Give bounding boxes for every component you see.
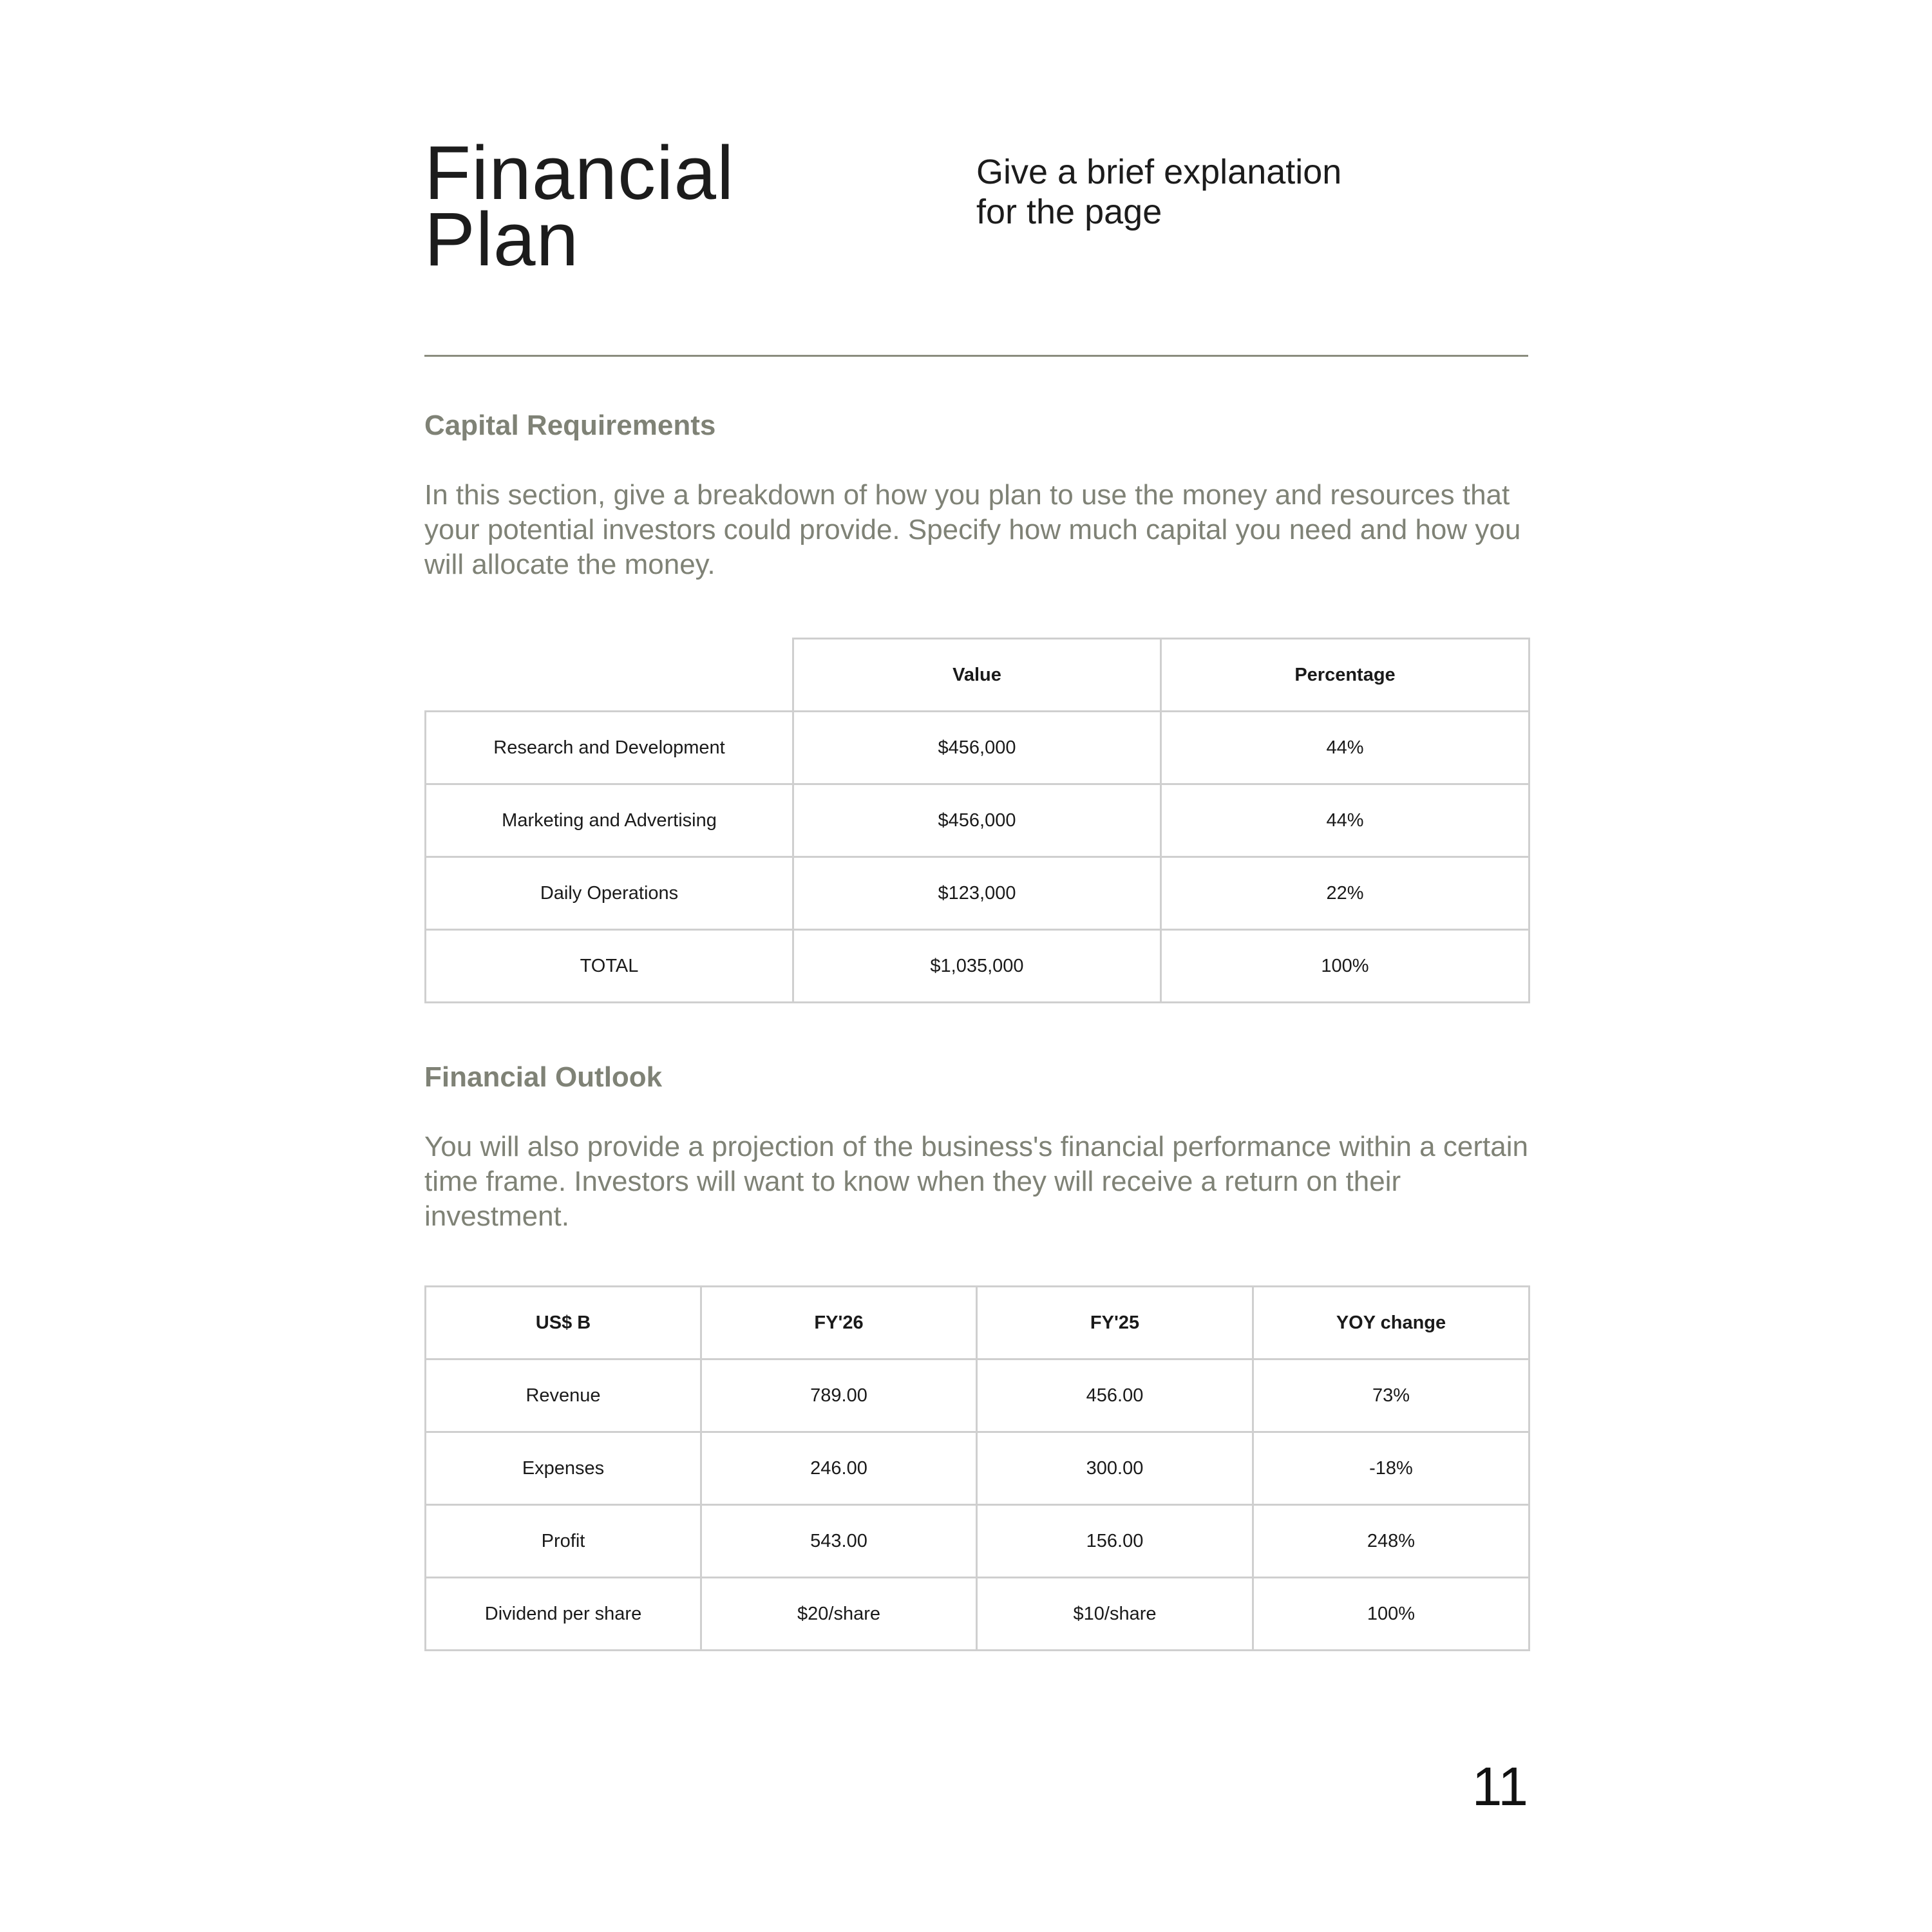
- capital-requirements-table: [424, 638, 1530, 1003]
- table-header-cell: YOY change: [1253, 1287, 1530, 1359]
- table-cell: 300.00: [977, 1432, 1253, 1505]
- table-cell: Marketing and Advertising: [426, 784, 793, 857]
- table-row: [426, 857, 1530, 930]
- table-cell: $456,000: [793, 784, 1161, 857]
- table-header-row: [426, 1287, 1530, 1359]
- page-subtitle: [976, 152, 1341, 232]
- table-cell: -18%: [1253, 1432, 1530, 1505]
- table-cell: Dividend per share: [426, 1578, 701, 1651]
- table-cell: 456.00: [977, 1359, 1253, 1432]
- header-divider: [424, 355, 1528, 357]
- table-cell: 44%: [1161, 784, 1530, 857]
- table-cell: 100%: [1161, 930, 1530, 1003]
- table-header-cell: FY'25: [977, 1287, 1253, 1359]
- capital-requirements-body: In this section, give a breakdown of how you plan to use the money and resources that your potential investors could provide. Specify how much capital you need and how you will allocate the money.: [424, 479, 1521, 580]
- page-title-line-1: Financial: [424, 131, 735, 216]
- table-cell: $123,000: [793, 857, 1161, 930]
- table-row: [426, 1505, 1530, 1578]
- table-header-cell: Percentage: [1161, 639, 1530, 712]
- table-row: [426, 712, 1530, 784]
- table-cell: $20/share: [701, 1578, 977, 1651]
- table-cell: 543.00: [701, 1505, 977, 1578]
- table-cell: 22%: [1161, 857, 1530, 930]
- table-cell: Expenses: [426, 1432, 701, 1505]
- table-cell: TOTAL: [426, 930, 793, 1003]
- table-cell: 44%: [1161, 712, 1530, 784]
- page-title-line-2: Plan: [424, 197, 580, 282]
- page-number: 11: [1472, 1756, 1528, 1817]
- table-header-cell: US$ B: [426, 1287, 701, 1359]
- table-cell: $10/share: [977, 1578, 1253, 1651]
- financial-outlook-body: You will also provide a projection of the business's financial performance within a certain time frame. Investors will want to know when they will receive a return on their investment.: [424, 1131, 1528, 1232]
- table-header-cell: Value: [793, 639, 1161, 712]
- table-cell: Profit: [426, 1505, 701, 1578]
- table-row: [426, 1578, 1530, 1651]
- table-cell: $456,000: [793, 712, 1161, 784]
- financial-outlook-heading: Financial Outlook: [424, 1061, 663, 1093]
- table-cell: 156.00: [977, 1505, 1253, 1578]
- page-subtitle-line-2: for the page: [976, 193, 1162, 231]
- financial-outlook-table: [424, 1285, 1530, 1651]
- table-cell: 246.00: [701, 1432, 977, 1505]
- table-header-row: [426, 639, 1530, 712]
- table-row-total: [426, 930, 1530, 1003]
- table-cell: Daily Operations: [426, 857, 793, 930]
- table-cell: Research and Development: [426, 712, 793, 784]
- table-cell: 248%: [1253, 1505, 1530, 1578]
- capital-requirements-heading: Capital Requirements: [424, 410, 716, 441]
- table-header-blank: [426, 639, 793, 712]
- table-cell: 100%: [1253, 1578, 1530, 1651]
- table-row: [426, 1359, 1530, 1432]
- table-row: [426, 784, 1530, 857]
- table-cell: $1,035,000: [793, 930, 1161, 1003]
- page-subtitle-line-1: Give a brief explanation: [976, 153, 1342, 191]
- table-cell: Revenue: [426, 1359, 701, 1432]
- table-cell: 789.00: [701, 1359, 977, 1432]
- table-header-cell: FY'26: [701, 1287, 977, 1359]
- table-row: [426, 1432, 1530, 1505]
- page-title: [424, 131, 735, 282]
- table-cell: 73%: [1253, 1359, 1530, 1432]
